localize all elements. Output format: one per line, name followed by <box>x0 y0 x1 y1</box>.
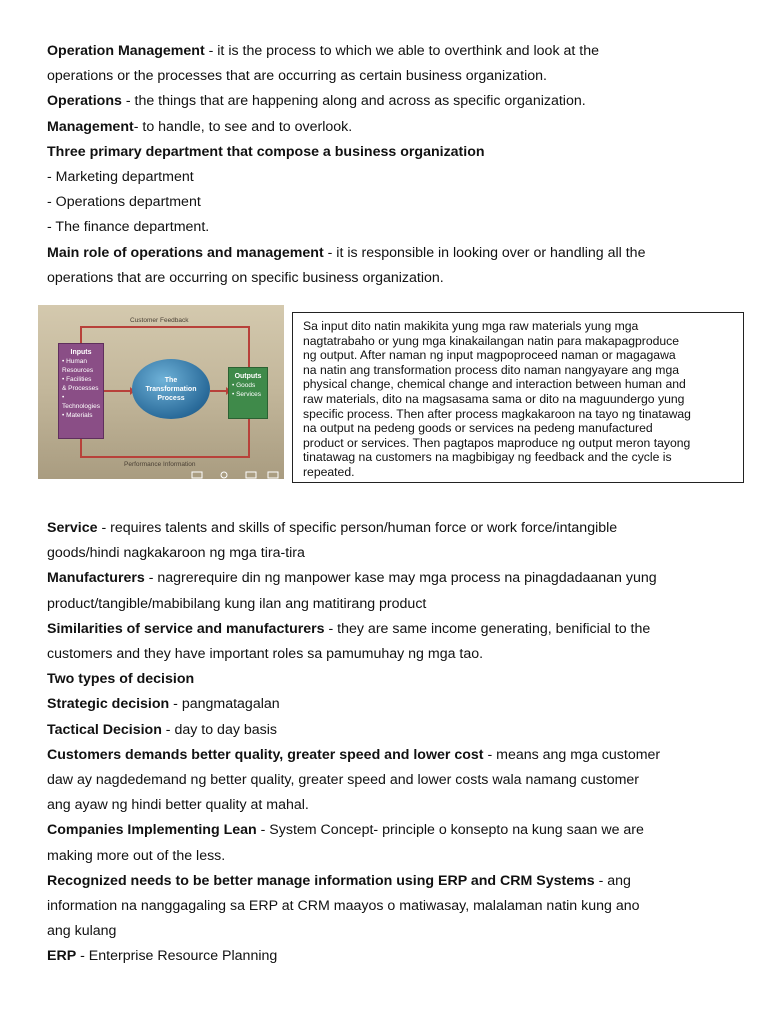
inputs-item: & Processes <box>62 385 99 392</box>
definition: customers and they have important roles sa pamumuhay ng mga tao. <box>47 646 484 663</box>
text-line <box>47 39 747 64</box>
definition: - the things that are happening along and across as specific organization. <box>121 93 586 110</box>
text-line <box>47 894 747 919</box>
definition: - pangmatagalan <box>169 696 280 713</box>
definition: - they are same income generating, benificial to the <box>324 620 651 637</box>
definition: - requires talents and skills of specific person/human force or work force/intangible <box>97 520 618 536</box>
textbox-line: repeated. <box>303 464 355 479</box>
textbox-line: physical change, chemical change and interaction between human and <box>303 377 686 392</box>
list-item-text: - The finance department. <box>47 219 210 236</box>
definition: - means ang mga customer <box>483 746 661 763</box>
text-line <box>47 566 747 591</box>
text-line <box>47 140 747 165</box>
text-line <box>47 768 747 793</box>
textbox-line: Sa input dito natin makikita yung mga raw materials yung mga <box>303 319 639 333</box>
definition: - it is responsible in looking over or handling all the <box>323 244 646 261</box>
heading: Three primary department that compose a business organization <box>47 143 485 160</box>
definition: - to handle, to see and to overlook. <box>133 118 353 135</box>
text-line <box>47 793 747 818</box>
list-item <box>47 190 747 215</box>
term: Companies Implementing Lean <box>47 822 257 839</box>
textbox-line: nagtatrabaho or yung mga kinakailangan natin para makapagproduce <box>303 333 680 348</box>
text-line <box>47 869 747 894</box>
text-line <box>47 718 747 743</box>
definition: - day to day basis <box>161 721 277 738</box>
term: Customers demands better quality, greater speed and lower cost <box>47 746 484 763</box>
top-section <box>47 39 747 291</box>
definition: ang kulang <box>47 923 117 940</box>
bottom-section <box>47 516 747 970</box>
performance-information-label: Performance Information <box>124 461 196 468</box>
term: Operation Management <box>47 43 205 59</box>
definition: - ang <box>594 872 631 889</box>
term: Main role of operations and management <box>47 244 324 261</box>
outputs-title: Outputs <box>234 373 262 380</box>
textbox-line: ng output. After naman ng input magpoproceed naman or magagawa <box>303 348 676 363</box>
video-controls-overlay <box>188 469 284 479</box>
list-item-text: - Operations department <box>47 194 201 211</box>
definition: - Enterprise Resource Planning <box>76 948 278 965</box>
text-line <box>47 844 747 869</box>
text-line <box>47 642 747 667</box>
text-line <box>47 516 747 541</box>
term: Tactical Decision <box>47 721 162 738</box>
outputs-box <box>228 367 268 419</box>
text-line <box>47 541 747 566</box>
outputs-item: • Services <box>232 391 262 398</box>
heading: Two types of decision <box>47 671 195 688</box>
term: Strategic decision <box>47 696 170 713</box>
textbox-line: raw materials, dito na magsasama sama or dito na maguundergo yung <box>303 391 685 406</box>
inputs-item: • Technologies <box>62 394 100 410</box>
term: Management <box>47 118 134 135</box>
inputs-box <box>58 343 104 439</box>
textbox-line: tinatawag na customers na magbibigay ng feedback and the cycle is <box>303 450 672 465</box>
definition: operations or the processes that are occurring as certain business organization. <box>47 68 547 85</box>
definition: product/tangible/mabibilang kung ilan ang matitirang product <box>47 595 427 612</box>
text-line <box>47 266 747 291</box>
term: ERP <box>47 948 77 965</box>
definition: ang ayaw ng hindi better quality at mahal. <box>47 797 309 814</box>
definition: goods/hindi nagkakaroon ng mga tira-tira <box>47 545 305 562</box>
inputs-item: • Materials <box>62 412 93 419</box>
process-title: The Transformation Process <box>145 376 197 402</box>
definition: information na nanggagaling sa ERP at CRM maayos o matiwasay, malalaman natin kung ano <box>47 898 640 915</box>
textbox-line: product or services. Then pagtapos maproduce ng output meron tayong <box>303 435 691 450</box>
definition: making more out of the less. <box>47 847 226 864</box>
text-line <box>47 241 747 266</box>
text-line <box>47 592 747 617</box>
text-line <box>47 692 747 717</box>
term: Recognized needs to be better manage information using ERP and CRM Systems <box>47 872 595 889</box>
definition: daw ay nagdedemand ng better quality, greater speed and lower costs wala namang customer <box>47 772 640 789</box>
inputs-item: • Human <box>62 358 88 365</box>
text-line <box>47 617 747 642</box>
inputs-title: Inputs <box>70 349 92 356</box>
outputs-item: • Goods <box>232 382 256 389</box>
term: Manufacturers <box>47 570 145 587</box>
definition: - nagrerequire din ng manpower kase may mga process na pinagdadaanan yung <box>144 570 657 587</box>
text-line <box>47 667 747 692</box>
text-line <box>47 89 747 114</box>
list-item <box>47 215 747 240</box>
textbox-line: na natin ang transformation process dito naman nangyayare ang mga <box>303 362 680 377</box>
text-line <box>47 115 747 140</box>
text-line <box>47 64 747 89</box>
text-line <box>47 743 747 768</box>
term: Service <box>47 520 98 536</box>
transformation-process-figure <box>38 305 284 479</box>
text-line <box>47 944 747 969</box>
transformation-process-ellipse <box>132 359 210 419</box>
customer-feedback-label: Customer Feedback <box>130 317 189 324</box>
inputs-item: Resources <box>62 367 94 374</box>
inputs-item: • Facilities <box>62 376 92 383</box>
list-item <box>47 165 747 190</box>
definition: operations that are occurring on specific business organization. <box>47 269 444 286</box>
term: Operations <box>47 93 122 110</box>
term: Similarities of service and manufacturers <box>47 620 325 637</box>
definition: - System Concept- principle o konsepto na kung saan we are <box>256 822 644 839</box>
text-line <box>47 919 747 944</box>
explanation-textbox <box>292 312 744 483</box>
list-item-text: - Marketing department <box>47 169 194 186</box>
definition: - it is the process to which we able to overthink and look at the <box>204 43 599 59</box>
text-line <box>47 818 747 843</box>
textbox-line: na output na pedeng goods or services na pedeng manufactured <box>303 421 653 436</box>
textbox-line: specific process. Then after process magkakaroon na tayo ng tinatawag <box>303 406 691 421</box>
